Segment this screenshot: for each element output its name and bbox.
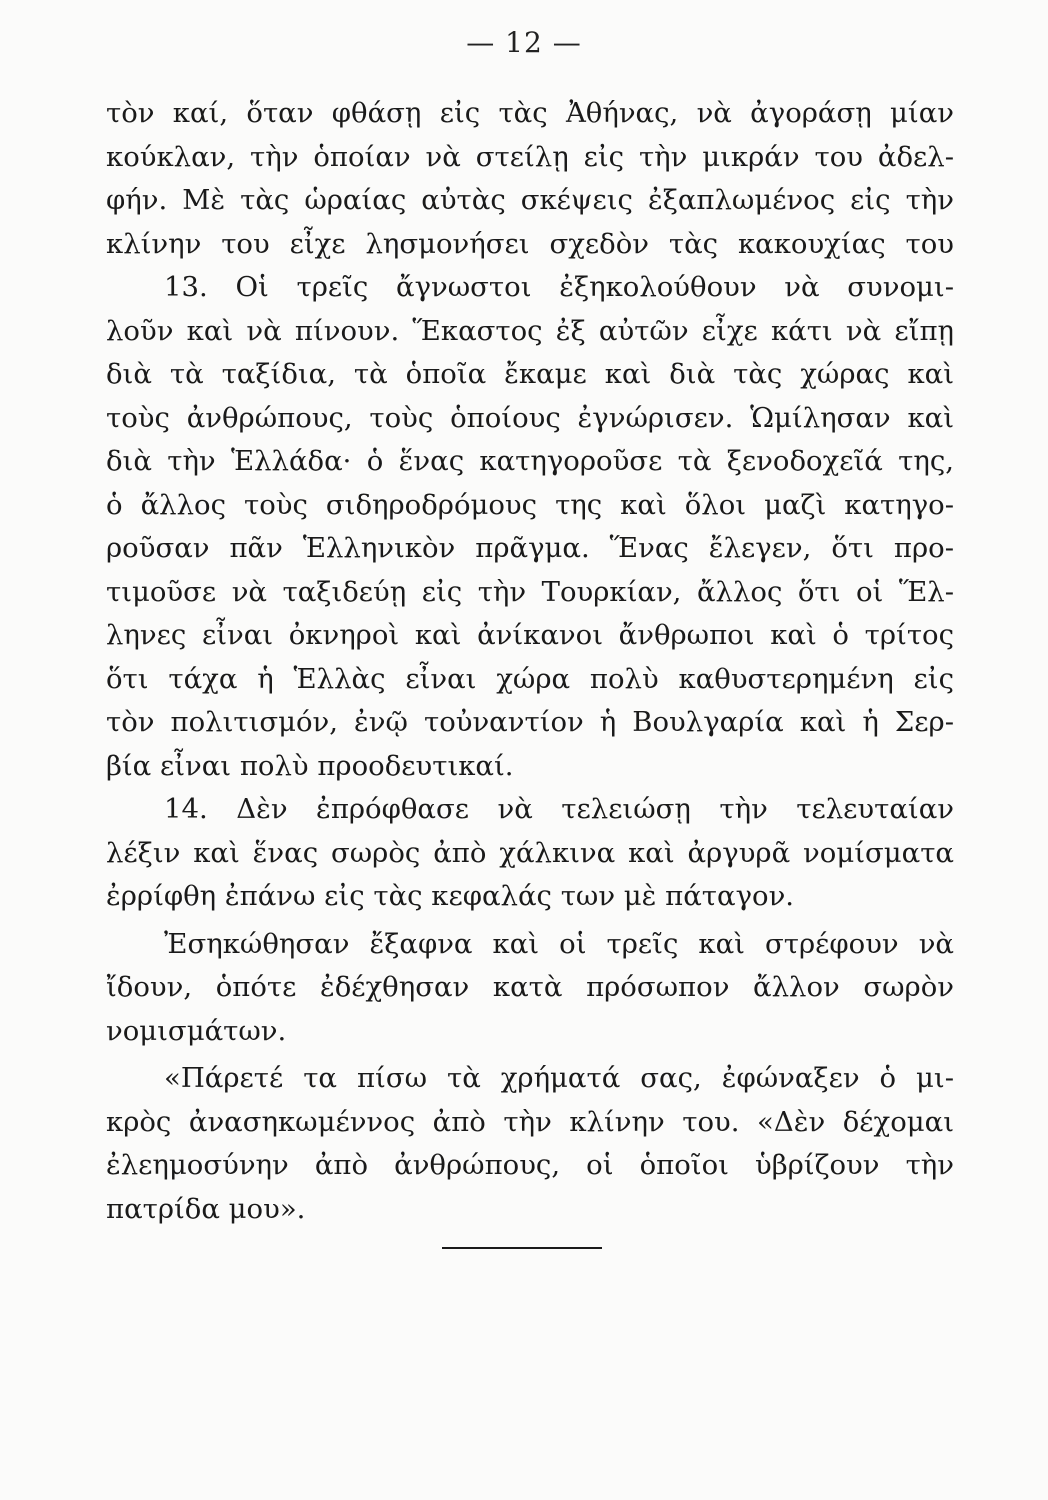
text-line: ἴδουν, ὁπότε ἐδέχθησαν κατὰ πρόσωπον ἄλλον σωρὸν	[106, 971, 954, 1003]
text-line: λοῦν καὶ νὰ πίνουν. Ἕκαστος ἐξ αὐτῶν εἶχε κάτι νὰ εἴπῃ	[106, 314, 954, 347]
text-line: διὰ τὴν Ἑλλάδα· ὁ ἕνας κατηγοροῦσε τὰ ξενοδοχεῖά της,	[106, 445, 954, 477]
paragraph	[106, 788, 954, 919]
text-line: Ἐσηκώθησαν ἔξαφνα καὶ οἱ τρεῖς καὶ στρέφουν νὰ	[164, 927, 954, 960]
text-line: φήν. Μὲ τὰς ὡραίας αὐτὰς σκέψεις ἐξαπλωμένος εἰς τὴν	[106, 184, 954, 216]
text-line: τὸν καί, ὅταν φθάσῃ εἰς τὰς Ἀθήνας, νὰ ἀγοράσῃ μίαν	[106, 97, 954, 129]
text-line: 14. Δὲν ἐπρόφθασε νὰ τελειώσῃ τὴν τελευταίαν	[164, 793, 954, 825]
end-rule	[442, 1247, 602, 1249]
paragraph	[106, 1057, 954, 1231]
text-line: ὁ ἄλλος τοὺς σιδηροδρόμους της καὶ ὅλοι μαζὶ κατηγο-	[106, 488, 954, 521]
text-line: διὰ τὰ ταξίδια, τὰ ὁποῖα ἔκαμε καὶ διὰ τὰς χώρας καὶ	[106, 358, 954, 390]
text-line: κούκλαν, τὴν ὁποίαν νὰ στείλῃ εἰς τὴν μικράν του ἀδελ-	[106, 140, 954, 173]
paragraph	[106, 923, 954, 1054]
text-line: ἐρρίφθη ἐπάνω εἰς τὰς κεφαλάς των μὲ πάταγον.	[106, 880, 795, 912]
text-line: τὸν πολιτισμόν, ἐνῷ τοὐναντίον ἡ Βουλγαρία καὶ ἡ Σερ-	[106, 706, 954, 738]
text-line: νομισμάτων.	[106, 1014, 287, 1047]
text-line: ληνες εἶναι ὀκνηροὶ καὶ ἀνίκανοι ἄνθρωποι καὶ ὁ τρίτος	[106, 619, 954, 651]
page-number: — 12 —	[466, 26, 582, 59]
text-line: τοὺς ἀνθρώπους, τοὺς ὁποίους ἐγνώρισεν. Ὡμίλησαν καὶ	[106, 401, 954, 434]
text-line: κλίνην του εἶχε λησμονήσει σχεδὸν τὰς κακουχίας του	[106, 227, 954, 260]
text-line: λέξιν καὶ ἕνας σωρὸς ἀπὸ χάλκινα καὶ ἀργυρᾶ νομίσματα	[106, 836, 954, 869]
text-line: κρὸς ἀνασηκωμέννος ἀπὸ τὴν κλίνην του. «Δὲν δέχομαι	[106, 1105, 954, 1138]
text-line: πατρίδα μου».	[106, 1192, 306, 1225]
body-text	[106, 92, 954, 1231]
text-line: ροῦσαν πᾶν Ἑλληνικὸν πρᾶγμα. Ἕνας ἔλεγεν, ὅτι προ-	[106, 532, 954, 564]
text-line: 13. Οἱ τρεῖς ἄγνωστοι ἐξηκολούθουν νὰ συνομι-	[164, 271, 954, 303]
text-line: ἐλεημοσύνην ἀπὸ ἀνθρώπους, οἱ ὁποῖοι ὑβρίζουν τὴν	[106, 1149, 954, 1181]
paragraph	[106, 266, 954, 788]
text-line: «Πάρετέ τα πίσω τὰ χρήματά σας, ἐφώναξεν ὁ μι-	[164, 1062, 954, 1094]
paragraph	[106, 92, 954, 266]
text-line: βία εἶναι πολὺ προοδευτικαί.	[106, 749, 514, 782]
text-line: τιμοῦσε νὰ ταξιδεύῃ εἰς τὴν Τουρκίαν, ἄλλος ὅτι οἱ Ἕλ-	[106, 575, 954, 608]
text-line: ὅτι τάχα ἡ Ἑλλὰς εἶναι χώρα πολὺ καθυστερημένη εἰς	[106, 662, 954, 695]
